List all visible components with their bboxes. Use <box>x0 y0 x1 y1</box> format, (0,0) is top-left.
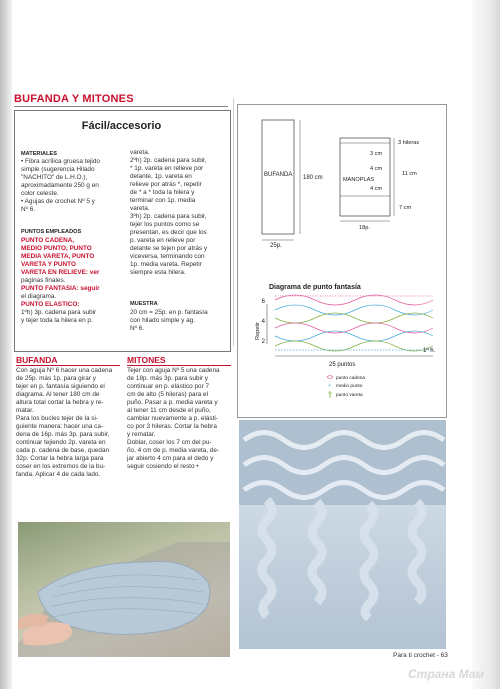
row-4: 4 <box>261 319 265 325</box>
mitten-4cm-b: 4 cm <box>370 186 383 192</box>
mitten-label: MANOPLAS <box>343 177 375 183</box>
stitch-count: 25 puntos <box>329 362 356 368</box>
scarf-photo <box>239 420 446 649</box>
mitten-11cm: 11 cm <box>402 171 417 177</box>
mitones-text: Tejer con aguja Nº 5 una cadena de 18p. más 3p. para subir y continuar en p. elástico por 7 cm de alto (5 hileras) para el puño. Pasar a p. media vareta y al tener 11 cm desde el puño, cambiar nuevamente a p. elásti- co por 3 hileras. Cortar la hebra y rematar. Doblar, coser los 7 cm del pu- ño, 4 cm de p. media vareta, de- jar abierto 4 cm para el dedo y seguir cosiendo el resto • <box>127 367 220 470</box>
sample-title: MUESTRA <box>130 301 158 307</box>
sample-text: 20 cm = 25p. en p. fantasía con hilado simple y ag. Nº 6. <box>130 309 208 332</box>
pattern-title: Diagrama de punto fantasía <box>269 284 361 291</box>
elastic-stitch-text: vareta. 2ºh) 2p. cadena para subir, * 1p. vareta en relieve por delante, 1p. vareta en relieve por atrás *, repetir de * a * toda la hilera y terminar con 1p. media vareta. 3ºh) 2p. cadena para subir, tejer los puntos como se presentan, es decir que los p. vareta en relieve por delante se tejen por atrás y viceversa, terminando con 1p. media vareta. Repetir siempre esta hilera. <box>130 149 208 276</box>
diagram-svg <box>237 104 445 416</box>
repeat-label: Repetir <box>255 321 261 340</box>
stitch-chart <box>275 295 433 351</box>
mitten-top-rows: 3 hileras <box>398 140 420 146</box>
scarf-width-label: 25p. <box>270 243 282 249</box>
difficulty-label: Fácil/accesorio <box>81 120 162 132</box>
mitten-7cm: 7 cm <box>399 205 412 211</box>
row-6: 6 <box>261 299 265 305</box>
chart-legend <box>328 375 366 398</box>
bufanda-text: Con aguja Nº 6 hacer una cadena de 25p. más 1p. para girar y tejer en p. fantasía siguiendo el diagrama. Al tener 180 cm de altura total cortar la hebra y re- matar. Para los bucles tejer de la si- guiente manera: hacer una ca- dena de 16p. más 3p. para subir, continuar tejiendo 2p. vareta en cada p. cadena de base, quedan 32p. Cortar la hebra larga para coser en los extremos de la bu- fanda. Aplicar 4 de cada lado. <box>16 367 113 478</box>
watermark: Страна Мам <box>408 667 485 681</box>
legend-sc: medio punto <box>336 384 363 389</box>
bufanda-heading: BUFANDA <box>16 355 58 365</box>
scarf-height-label: 180 cm <box>303 175 323 181</box>
page-footer: Para ti crochet - 63 <box>393 652 448 659</box>
mitones-rule <box>127 365 231 366</box>
mitten-3cm: 3 cm <box>370 151 383 157</box>
materials-title: MATERIALES <box>21 151 57 157</box>
row-1: 1º h. <box>423 348 436 354</box>
bufanda-rule <box>16 365 120 366</box>
column-divider <box>233 98 234 346</box>
scarf-label: BUFANDA <box>264 172 293 178</box>
legend-sc-symbol: + <box>328 383 331 389</box>
page-title: BUFANDA Y MITONES <box>14 93 134 105</box>
title-rule <box>14 106 228 107</box>
mitten-photo <box>18 522 230 657</box>
mitten-width: 18p. <box>359 225 370 231</box>
scan-right-edge <box>472 0 500 689</box>
materials-text: • Fibra acrílica gruesa tejido simple (sugerencia Hilado "NACHITO" de L.H.O.), aproximadamente 250 g en color celeste. • Agujas de crochet Nº 5 y Nº 6. <box>21 158 100 213</box>
row-2: 2 <box>261 339 265 345</box>
mitones-heading: MITONES <box>127 355 166 365</box>
legend-chain: punto cadena <box>336 376 366 381</box>
stitches-text: PUNTO CADENA, MEDIO PUNTO, PUNTO MEDIA VARETA, PUNTO VARETA Y PUNTO VARETA EN RELIEVE: ver páginas finales. PUNTO FANTASIA: seguir el diagrama. PUNTO ELASTICO: 1ºh) 3p. cadena para subir y tejer toda la hilera en p. <box>21 237 100 324</box>
stitches-title: PUNTOS EMPLEADOS <box>21 229 82 235</box>
mitten-4cm-a: 4 cm <box>370 166 383 172</box>
scan-left-edge <box>0 0 12 689</box>
legend-dc: punto vareta <box>336 393 363 398</box>
